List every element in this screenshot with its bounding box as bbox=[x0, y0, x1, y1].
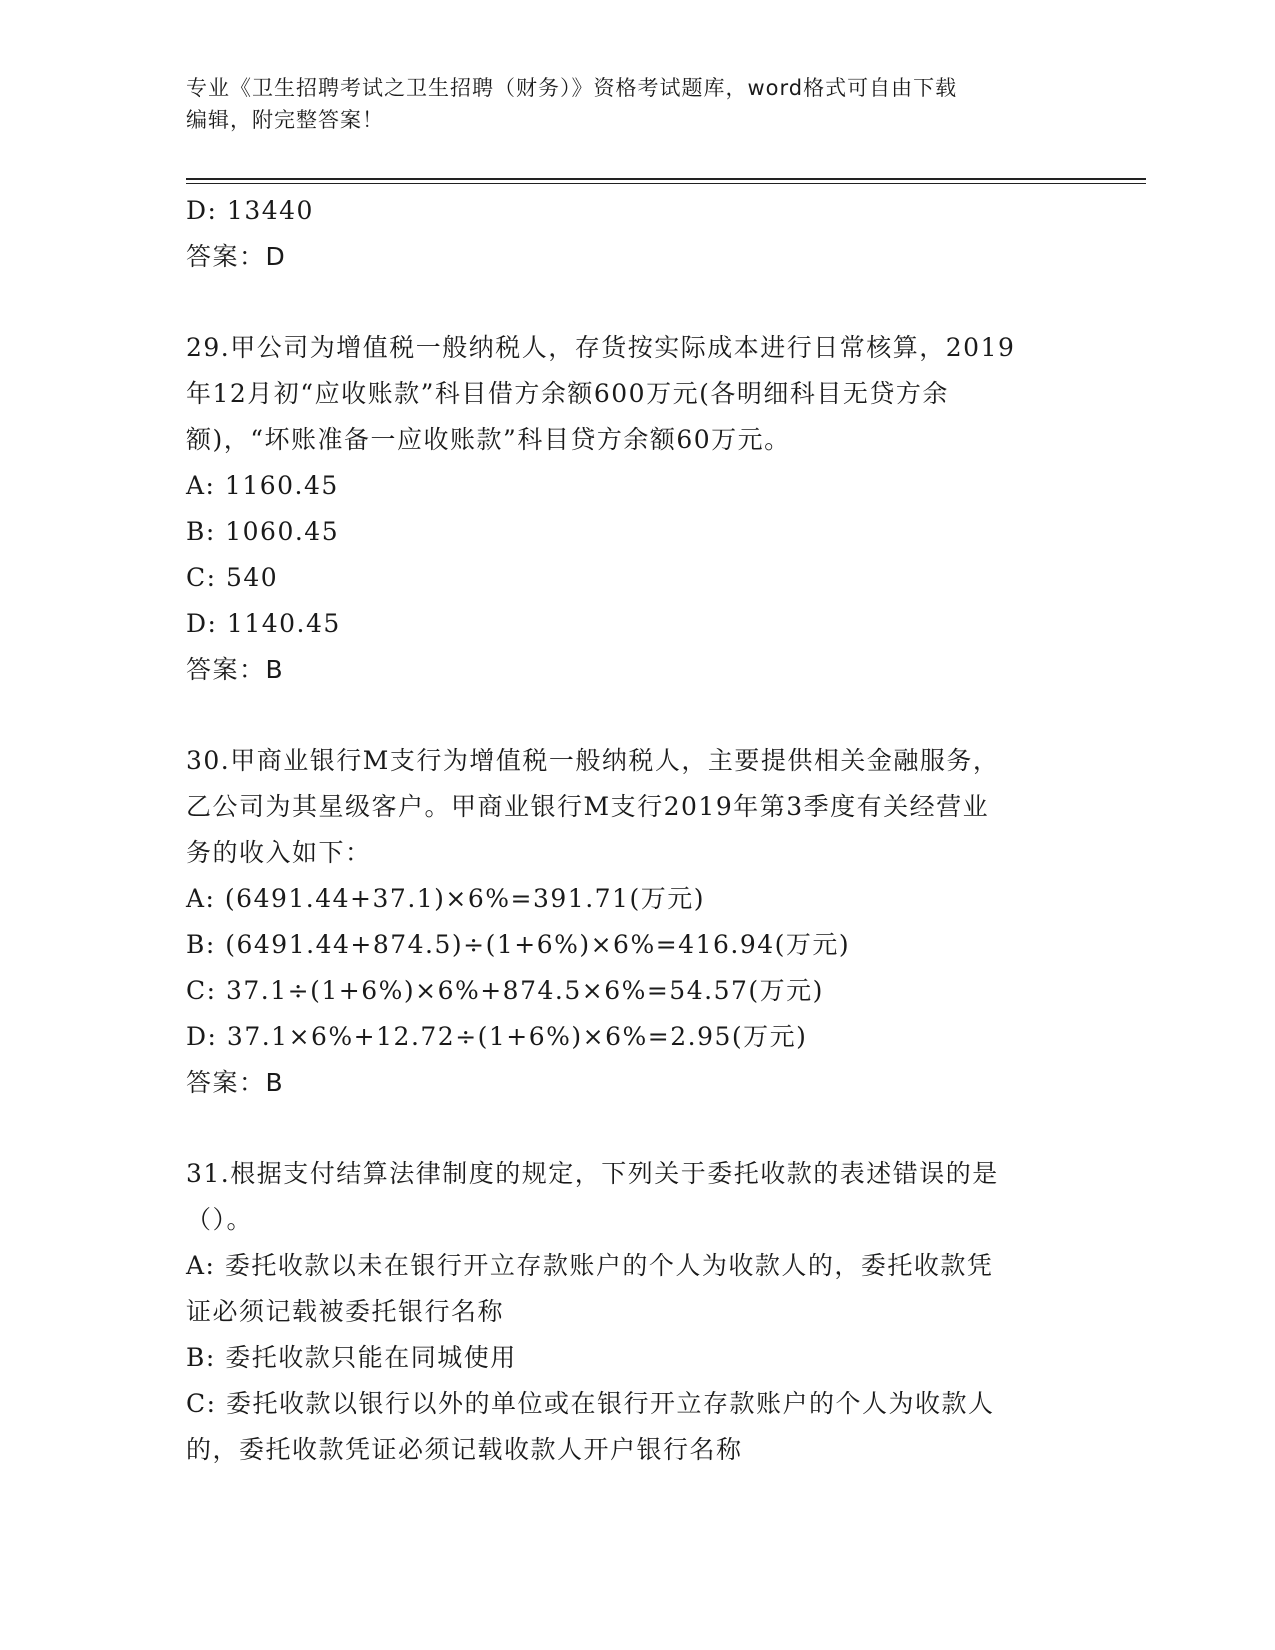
header-line-2: 编辑，附完整答案！ bbox=[186, 108, 384, 132]
answer: 答案：B bbox=[186, 1068, 285, 1097]
option-d: D: 13440 bbox=[186, 196, 314, 225]
option-a: A: (6491.44+37.1)×6%=391.71(万元) bbox=[186, 884, 705, 913]
answer: 答案：D bbox=[186, 242, 287, 271]
option-c: C: 540 bbox=[186, 563, 279, 592]
question-stem-line: 务的收入如下： bbox=[186, 838, 372, 867]
question-stem-line: （）。 bbox=[186, 1205, 254, 1234]
question-31 bbox=[186, 1151, 1086, 1473]
header-line-1: 专业《卫生招聘考试之卫生招聘（财务）》资格考试题库，word格式可自由下载 bbox=[186, 76, 958, 100]
option-a: A: 委托收款以未在银行开立存款账户的个人为收款人的，委托收款凭 bbox=[186, 1251, 994, 1280]
option-b: B: 1060.45 bbox=[186, 517, 340, 546]
option-d: D: 37.1×6%+12.72÷(1+6%)×6%=2.95(万元) bbox=[186, 1022, 808, 1051]
question-stem-line: 年12月初“应收账款”科目借方余额600万元(各明细科目无贷方余 bbox=[186, 379, 949, 408]
document-body bbox=[186, 188, 1086, 1473]
option-c: C: 37.1÷(1+6%)×6%+874.5×6%=54.57(万元) bbox=[186, 976, 824, 1005]
previous-question-tail bbox=[186, 188, 1086, 280]
question-stem-line: 31.根据支付结算法律制度的规定，下列关于委托收款的表述错误的是 bbox=[186, 1159, 999, 1188]
option-a: A: 1160.45 bbox=[186, 471, 339, 500]
question-stem-line: 29.甲公司为增值税一般纳税人，存货按实际成本进行日常核算，2019 bbox=[186, 333, 1016, 362]
header-divider-thin bbox=[186, 183, 1146, 184]
question-stem-line: 30.甲商业银行M支行为增值税一般纳税人，主要提供相关金融服务， bbox=[186, 746, 1000, 775]
header-divider bbox=[186, 178, 1146, 180]
answer: 答案：B bbox=[186, 655, 285, 684]
option-d: D: 1140.45 bbox=[186, 609, 341, 638]
question-stem-line: 额)，“坏账准备一应收账款”科目贷方余额60万元。 bbox=[186, 425, 791, 454]
question-30 bbox=[186, 738, 1086, 1106]
page-header bbox=[186, 72, 1086, 136]
option-a-continued: 证必须记载被委托银行名称 bbox=[186, 1297, 505, 1326]
question-29 bbox=[186, 325, 1086, 693]
option-c-continued: 的，委托收款凭证必须记载收款人开户银行名称 bbox=[186, 1435, 743, 1464]
question-stem-line: 乙公司为其星级客户。甲商业银行M支行2019年第3季度有关经营业 bbox=[186, 792, 990, 821]
option-b: B: 委托收款只能在同城使用 bbox=[186, 1343, 517, 1372]
option-b: B: (6491.44+874.5)÷(1+6%)×6%=416.94(万元) bbox=[186, 930, 851, 959]
option-c: C: 委托收款以银行以外的单位或在银行开立存款账户的个人为收款人 bbox=[186, 1389, 995, 1418]
